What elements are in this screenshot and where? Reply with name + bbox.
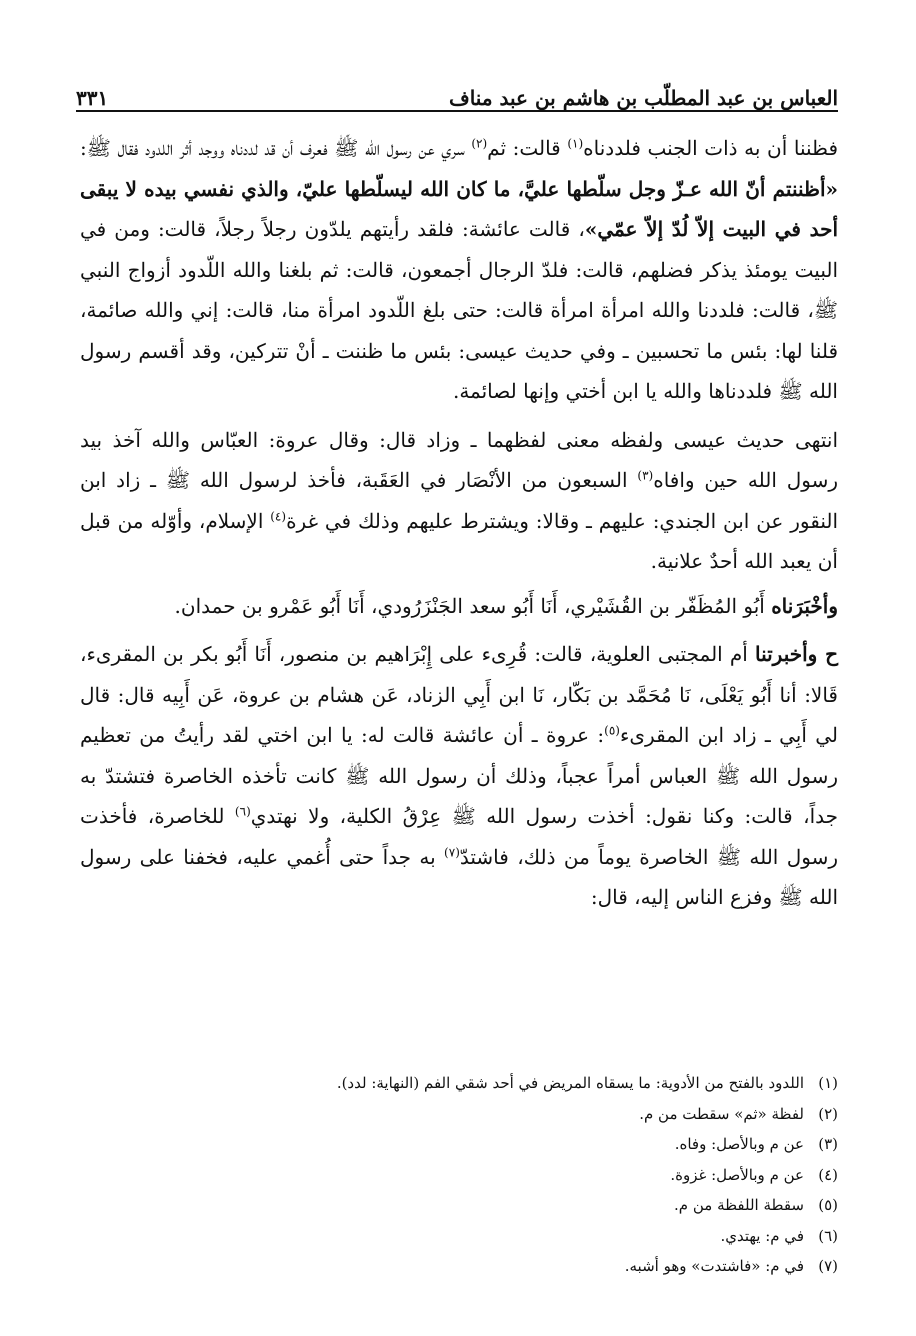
footnote-ref: (١) [567,136,584,151]
paragraph [80,420,838,582]
running-header [76,76,838,112]
text-run: فظننا أن به ذات الجنب فلددناه [583,136,839,160]
page-number: ٣٣١ [76,86,109,110]
text-run: : عروة ـ أن عائشة قالت له: يا ابن اختي لقد رأيتُ من تعظيم رسول الله ﷺ العباس أمراً عجباً، وذلك أن رسول الله ﷺ كانت تأخذه الخاصرة فتشتدّ به جداً، قالت: وكنا نقول: أخذت رسول الله ﷺ عِرْقُ الكلية، ولا نهتدي [80,723,838,828]
footnote-text: عن م وبالأصل: وفاه. [674,1135,804,1153]
footnotes [80,1068,838,1282]
footnote [80,1099,838,1130]
bold-text: وأخْبَرَناه [771,593,838,618]
footnote-number: (٢) [818,1104,838,1123]
footnote-ref: (٦) [234,804,251,819]
footnote-ref: (٢) [471,136,488,151]
footnote [80,1190,838,1221]
footnote-ref: (٥) [604,723,620,738]
footnote-number: (١) [818,1074,838,1092]
main-text [80,128,838,922]
paragraph [80,128,838,412]
footnote-text: اللدود بالفتح من الأدوية: ما يسقاه المريض في أحد شقي الفم (النهاية: لدد). [336,1074,804,1092]
footnote [80,1221,838,1252]
footnote [80,1160,838,1191]
text-run: الإسلام، وأوّله من قبل أن يعبد الله أحدٌ علانية. [80,508,838,573]
bold-text: «أظننتم أنّ الله عـزّ وجل سلّطها عليَّ، ما كان الله ليسلّطها عليّ، والذي نفسي بيده لا يبقى أحد في البيت إلاّ لُدّ إلاّ عمّي» [80,176,839,241]
paragraph [80,586,838,627]
bold-text: ح وأخبرتنا [754,642,839,666]
footnote-ref: (٤) [270,508,287,523]
text-run: السبعون من الأنْصَار في العَقَبة، فأخذ لرسول الله ﷺ ـ زاد ابن النقور عن ابن الجندي: عليهم ـ وقالا: ويشترط عليهم وذلك في غرة [80,468,839,533]
footnote-ref: (٧) [444,844,460,859]
footnote-number: (٥) [818,1196,838,1214]
footnote-text: في م: «فاشتدت» وهو أشبه. [624,1257,804,1275]
footnote-text: عن م وبالأصل: غزوة. [670,1165,804,1184]
footnote [80,1068,838,1099]
footnote-number: (٦) [818,1226,838,1245]
footnote-text: سقطة اللفظة من م. [674,1196,804,1214]
text-run: سري عن رسول الله ﷺ فعرف أن قد لددناه ووجد أثر اللدود فقال ﷺ: [80,136,472,160]
footnote-text: في م: يهتدي. [720,1226,804,1245]
text-run: للخاصرة، فأخذت رسول الله ﷺ الخاصرة يوماً من ذلك، فاشتدّ [80,804,839,869]
footnote-number: (٧) [818,1257,838,1275]
footnote [80,1251,838,1282]
paragraph [80,634,838,918]
footnote [80,1129,838,1160]
text-run: أم المجتبى العلوية، قالت: قُرِىء على إِبْرَاهيم بن منصور، أَنَا أَبُو بكر بن المقرىء، قَالا: أنا أَبُو يَعْلَى، نَا مُحَمَّد بن بَكّار، نَا ابن أَبِي الزناد، عَن هشام بن عروة، عَن أَبِيه قال: قال لي أَبِي ـ زاد ابن المقرىء [80,642,838,747]
footnote-ref: (٣) [637,468,654,483]
text-run: به جداً حتى أُغمي عليه، فخفنا على رسول الله ﷺ وفزع الناس إليه، قال: [80,844,838,909]
footnote-number: (٤) [818,1165,838,1184]
text-run: انتهى حديث عيسى ولفظه معنى لفظهما ـ وزاد قال: وقال عروة: العبّاس والله آخذ بيد رسول الله حين وافاه [80,427,838,492]
footnote-text: لفظة «ثم» سقطت من م. [639,1104,804,1123]
running-title: العباس بن عبد المطلّب بن هاشم بن عبد مناف [448,86,838,110]
footnote-number: (٣) [818,1135,838,1153]
text-run: قالت: ثم [487,136,568,160]
text-run: ، قالت عائشة: فلقد رأيتهم يلدّون رجلاً رجلاً، قالت: ومن في البيت يومئذ يذكر فضلهم، قالت: فلدّ الرجال أجمعون، قالت: ثم بلغنا والله اللّدود أزواج النبي ﷺ، قالت: فلددنا والله امرأة امرأة قالت: حتى بلغ اللّدود امرأة منا، قالت: إني والله صائمة، قلنا لها: بئس ما تحسبين ـ وفي حديث عيسى: بئس ما ظننت ـ أنْ تتركين، وقد أقسم رسول الله ﷺ فلددناها والله يا ابن أختي وإنها لصائمة. [80,217,838,403]
text-run: أَبُو المُظَفّر بن القُشَيْري، أَنَا أَبُو سعد الجَنْزَرُودي، أَنَا أَبُو عَمْرو بن حمدان. [174,593,772,618]
